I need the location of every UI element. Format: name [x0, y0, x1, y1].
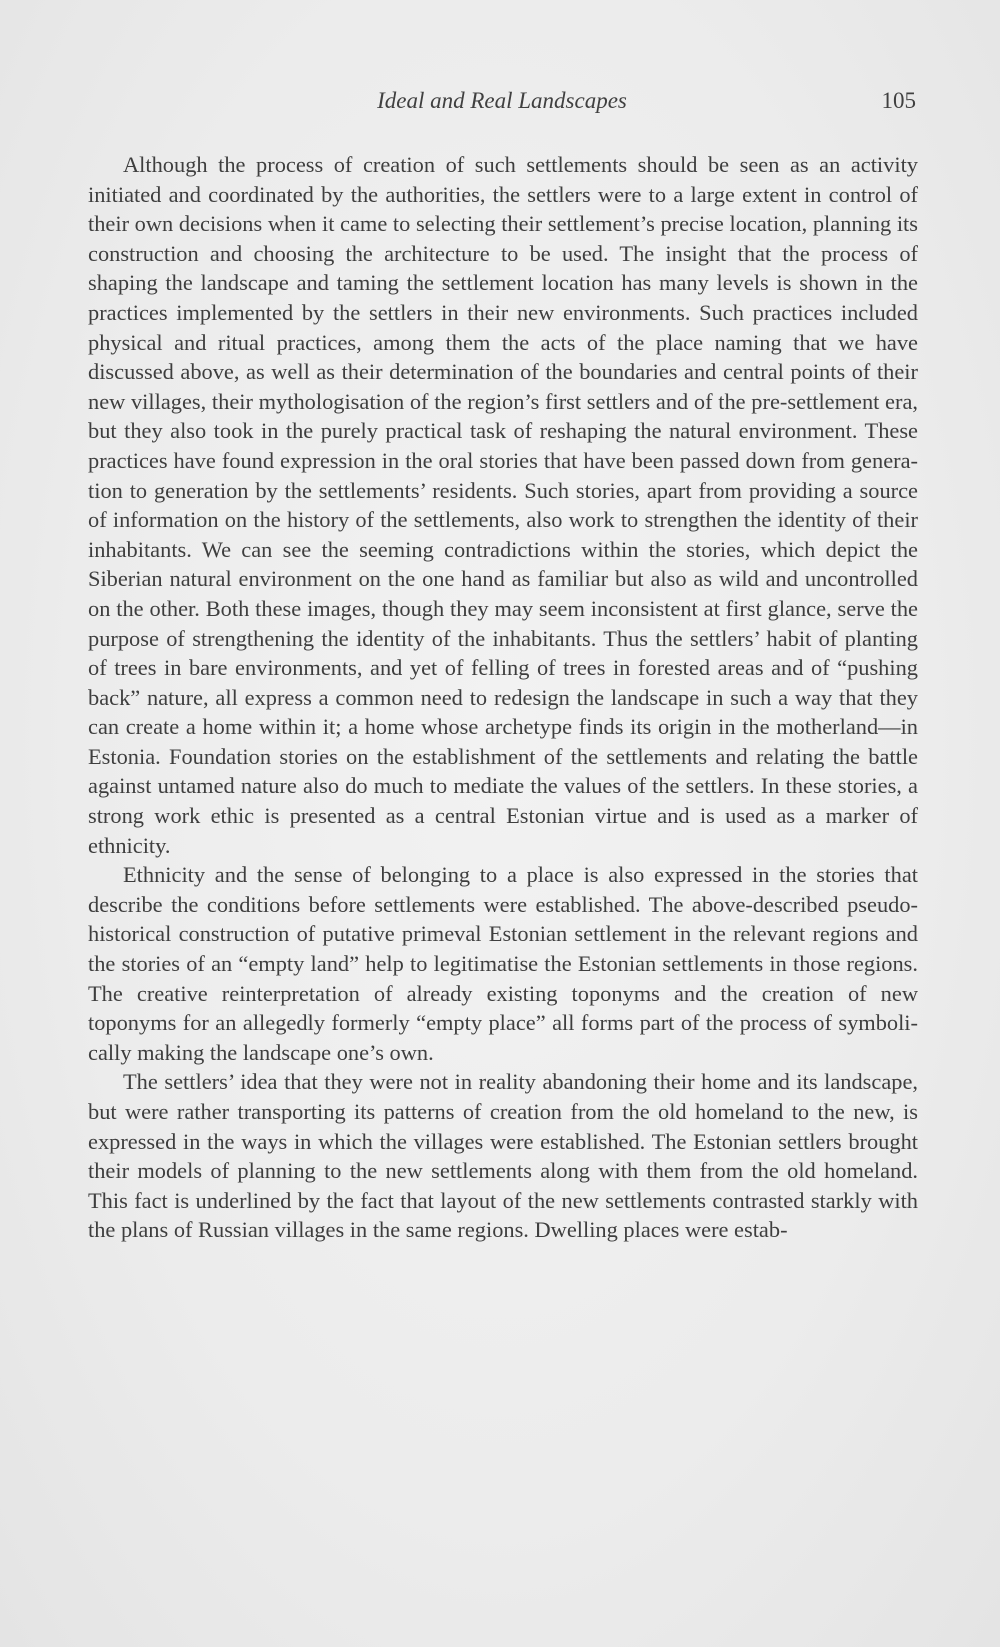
running-head [88, 86, 916, 116]
paragraph: Although the process of creation of such settlements should be seen as an activity initiated and coordinated by the authorities, the settlers were to a large extent in control of their own decisions when it came to selecting their settlement’s precise location, planning its construction and choosing the architecture to be used. The insight that the process of shaping the landscape and taming the settlement location has many levels is shown in the practices implemented by the settlers in their new environments. Such practices included physical and ritual practices, among them the acts of the place naming that we have discussed above, as well as their determination of the boundaries and central points of their new villages, their mythologisation of the region’s first settlers and of the pre-settlement era, but they also took in the purely practical task of reshaping the natural environment. These practices have found expression in the oral stories that have been passed down from generation to generation by the settlements’ residents. Such stories, apart from providing a source of information on the history of the settlements, also work to strengthen the identity of their inhabitants. We can see the seeming contradictions within the stories, which depict the Siberian natural environment on the one hand as familiar but also as wild and uncontrolled on the other. Both these images, though they may seem inconsistent at first glance, serve the purpose of strengthening the identity of the inhabitants. Thus the settlers’ habit of planting of trees in bare environments, and yet of felling of trees in forested areas and of “pushing back” nature, all express a common need to redesign the landscape in such a way that they can create a home within it; a home whose archetype finds its origin in the motherland—in Estonia. Foundation stories on the establishment of the settlements and relating the battle against untamed nature also do much to mediate the values of the settlers. In these stories, a strong work ethic is presented as a central Estonian virtue and is used as a marker of ethnicity. [88, 152, 918, 858]
paragraph: Ethnicity and the sense of belonging to a place is also expressed in the stories that describe the conditions before settlements were established. The above-described pseudo-historical construction of putative primeval Estonian settlement in the relevant regions and the stories of an “empty land” help to legitimatise the Estonian settlements in those regions. The creative reinterpretation of already existing toponyms and the creation of new toponyms for an allegedly formerly “empty place” all forms part of the process of symbolically making the landscape one’s own. [88, 862, 918, 1065]
running-title: Ideal and Real Landscapes [377, 88, 627, 113]
body-text [88, 150, 918, 1245]
paragraph: The settlers’ idea that they were not in reality abandoning their home and its landscape, but were rather transporting its patterns of creation from the old homeland to the new, is expressed in the ways in which the villages were established. The Estonian settlers brought their models of planning to the new settlements along with them from the old homeland. This fact is underlined by the fact that layout of the new settlements contrasted starkly with the plans of Russian villages in the same regions. Dwelling places were estab- [88, 1069, 918, 1243]
page-number: 105 [881, 88, 916, 113]
